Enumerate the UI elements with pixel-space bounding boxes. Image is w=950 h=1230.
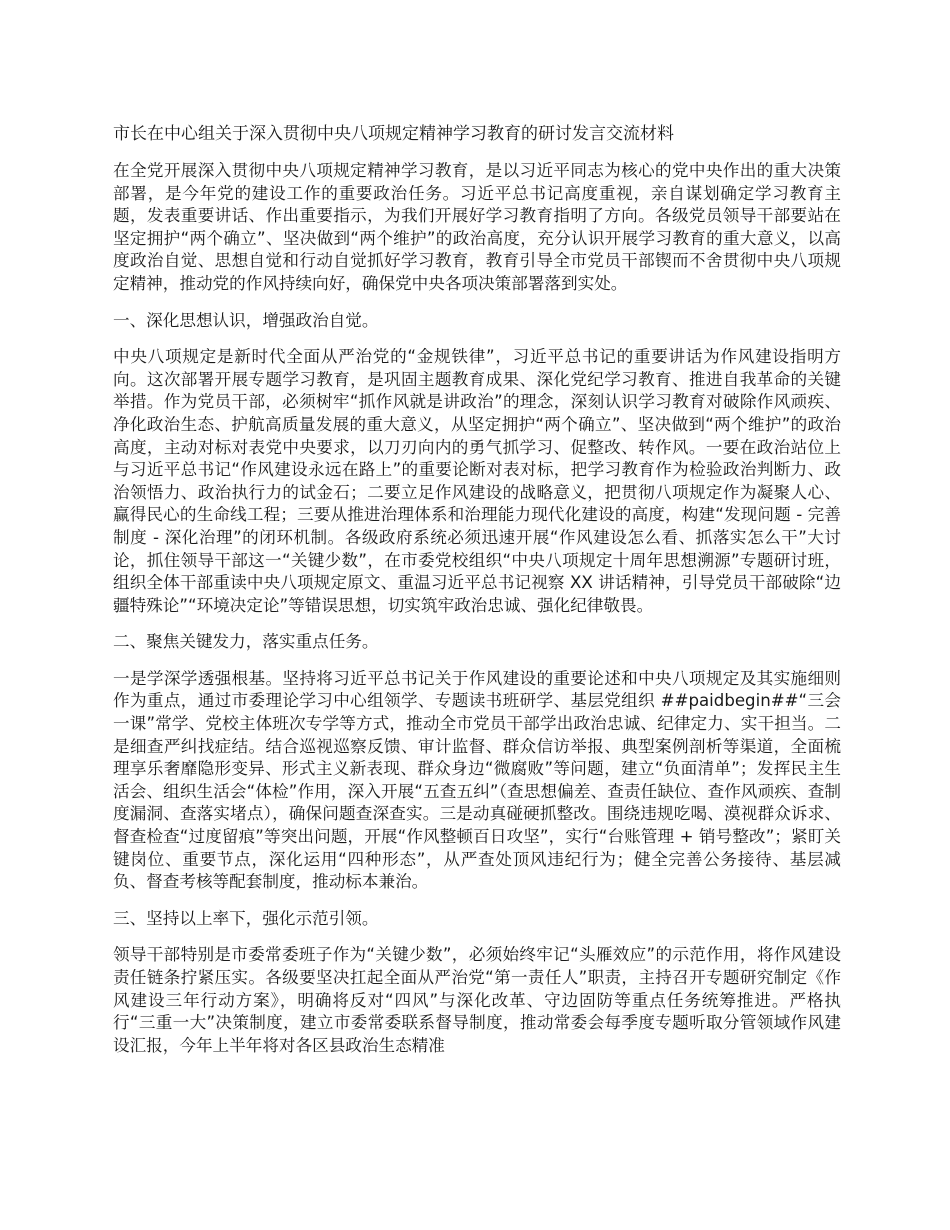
section-3-paragraph: 领导干部特别是市委常委班子作为“关键少数”，必须始终牢记“头雁效应”的示范作用，将作风建设责任链条拧紧压实。各级要坚决扛起全面从严治党“第一责任人”职责，主持召开专题研究制定《作风建设三年行动方案》，明确将反对“四风”与深化改革、守边固防等重点任务统筹推进。严格执行“三重一大”决策制度，建立市委常委联系督导制度，推动常委会每季度专题听取分管领域作风建设汇报，今年上半年将对各区县政治生态精准 [113, 945, 841, 1055]
section-1-paragraph: 中央八项规定是新时代全面从严治党的“金规铁律”，习近平总书记的重要讲话为作风建设指明方向。这次部署开展专题学习教育，是巩固主题教育成果、深化党纪学习教育、推进自我革命的关键举措。作为党员干部，必须树牢“抓作风就是讲政治”的理念，深刻认识学习教育对破除作风顽疾、净化政治生态、护航高质量发展的重大意义，从坚定拥护“两个确立”、坚决做到“两个维护”的政治高度，主动对标对表党中央要求，以刀刃向内的勇气抓学习、促整改、转作风。一要在政治站位上与习近平总书记“作风建设永远在路上”的重要论断对表对标，把学习教育作为检验政治判断力、政治领悟力、政治执行力的试金石；二要立足作风建设的战略意义，把贯彻八项规定作为凝聚人心、赢得民心的生命线工程；三要从推进治理体系和治理能力现代化建设的高度，构建“发现问题 - 完善制度 - 深化治理”的闭环机制。各级政府系统必须迅速开展“作风建设怎么看、抓落实怎么干”大讨论，抓住领导干部这一“关键少数”，在市委党校组织“中央八项规定十周年思想溯源”专题研讨班，组织全体干部重读中央八项规定原文、重温习近平总书记视察 XX 讲话精神，引导党员干部破除“边疆特殊论”“环境决定论”等错误思想，切实筑牢政治忠诚、强化纪律敬畏。 [113, 347, 841, 615]
document-title: 市长在中心组关于深入贯彻中央八项规定精神学习教育的研讨发言交流材料 [113, 124, 674, 144]
section-1-heading: 一、深化思想认识，增强政治自觉。 [113, 310, 379, 330]
section-2-heading: 二、聚焦关键发力，落实重点任务。 [113, 632, 379, 652]
intro-paragraph: 在全党开展深入贯彻中央八项规定精神学习教育，是以习近平同志为核心的党中央作出的重大决策部署，是今年党的建设工作的重要政治任务。习近平总书记高度重视，亲自谋划确定学习教育主题，发表重要讲话、作出重要指示，为我们开展好学习教育指明了方向。各级党员领导干部要站在坚定拥护“两个确立”、坚决做到“两个维护”的政治高度，充分认识开展学习教育的重大意义，以高度政治自觉、思想自觉和行动自觉抓好学习教育，教育引导全市党员干部锲而不舍贯彻中央八项规定精神，推动党的作风持续向好，确保党中央各项决策部署落到实处。 [113, 161, 841, 293]
document-page [113, 122, 841, 1071]
section-3-heading: 三、坚持以上率下，强化示范引领。 [113, 908, 379, 928]
section-2-paragraph: 一是学深学透强根基。坚持将习近平总书记关于作风建设的重要论述和中央八项规定及其实施细则作为重点，通过市委理论学习中心组领学、专题读书班研学、基层党组织 ##paidbegin##“三会一课”常学、党校主体班次专学等方式，推动全市党员干部学出政治忠诚、纪律定力、实干担当。二是细查严纠找症结。结合巡视巡察反馈、审计监督、群众信访举报、典型案例剖析等渠道，全面梳理享乐奢靡隐形变异、形式主义新表现、群众身边“微腐败”等问题，建立“负面清单”；发挥民主生活会、组织生活会“体检”作用，深入开展“五查五纠”（查思想偏差、查责任缺位、查作风顽疾、查制度漏洞、查落实堵点），确保问题查深查实。三是动真碰硬抓整改。围绕违规吃喝、漠视群众诉求、督查检查“过度留痕”等突出问题，开展“作风整顿百日攻坚”，实行“台账管理 + 销号整改”；紧盯关键岗位、重要节点，深化运用“四种形态”，从严查处顶风违纪行为；健全完善公务接待、基层减负、督查考核等配套制度，推动标本兼治。 [113, 668, 841, 892]
